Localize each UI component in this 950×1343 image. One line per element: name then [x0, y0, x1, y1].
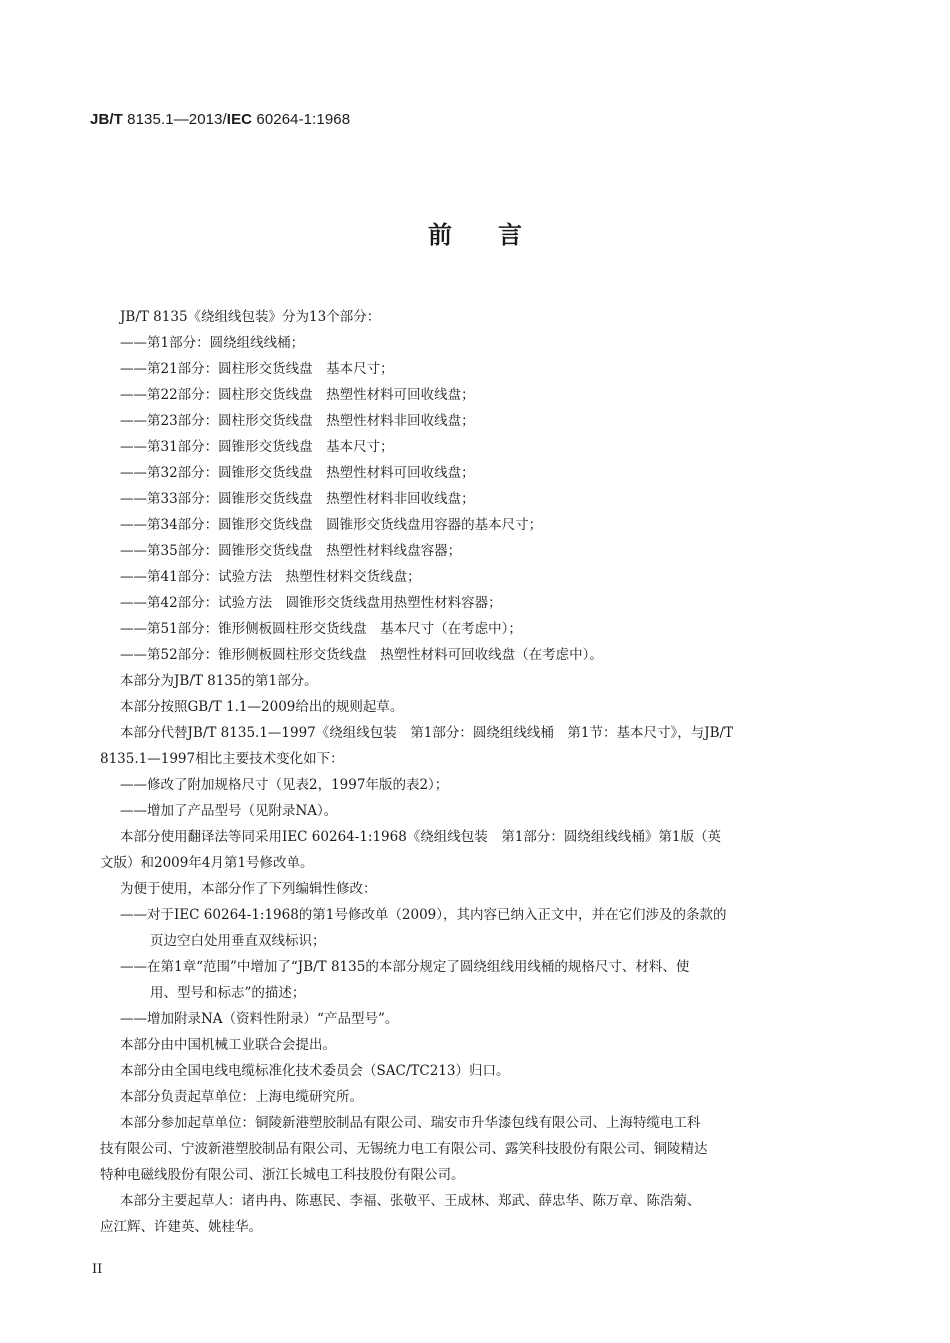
paragraph-participants-line3: 特种电磁线股份有限公司、浙江长城电工科技股份有限公司。 [100, 1167, 465, 1183]
paragraph-participants-line2: 技有限公司、宁波新港塑胶制品有限公司、无锡统力电工有限公司、露笑科技股份有限公司、铜陵精达 [100, 1141, 708, 1157]
header-iec-prefix: IEC [226, 111, 253, 128]
edit-item-1-line2: 页边空白处用垂直双线标识； [150, 933, 326, 949]
paragraph-drafters-line1: 本部分主要起草人：诸冉冉、陈惠民、李福、张敬平、王成林、郑武、薛忠华、陈万章、陈浩菊、 [120, 1193, 701, 1209]
part-list-item: ——第41部分：试验方法 热塑性材料交货线盘； [120, 569, 421, 585]
paragraph-drafters-line2: 应江辉、许建英、姚桂华。 [100, 1219, 262, 1235]
part-list-item: ——第22部分：圆柱形交货线盘 热塑性材料可回收线盘； [120, 387, 475, 403]
header-code-prefix: JB/T [90, 111, 123, 128]
paragraph-participants-line1: 本部分参加起草单位：铜陵新港塑胶制品有限公司、瑞安市升华漆包线有限公司、上海特缆电工科 [120, 1115, 701, 1131]
part-list-item: ——第23部分：圆柱形交货线盘 热塑性材料非回收线盘； [120, 413, 475, 429]
header-iec-number: 60264-1:1968 [252, 111, 351, 128]
part-list-item: ——第1部分：圆绕组线线桶； [120, 335, 305, 351]
paragraph-editorial: 为便于使用，本部分作了下列编辑性修改： [120, 881, 377, 897]
edit-item-1-line1: ——对于IEC 60264-1:1968的第1号修改单（2009），其内容已纳入正文中，并在它们涉及的条款的 [120, 907, 727, 923]
page-number: II [92, 1262, 103, 1277]
edit-item-2-line2: 用、型号和标志”的描述； [150, 985, 306, 1001]
paragraph-drafting-rules: 本部分按照GB/T 1.1—2009给出的规则起草。 [120, 699, 404, 715]
paragraph-translation-line1: 本部分使用翻译法等同采用IEC 60264-1:1968《绕组线包装 第1部分：圆绕组线线桶》第1版（英 [120, 829, 721, 845]
part-list-item: ——第32部分：圆锥形交货线盘 热塑性材料可回收线盘； [120, 465, 475, 481]
part-list-item: ——第51部分：锥形侧板圆柱形交货线盘 基本尺寸（在考虑中）； [120, 621, 522, 637]
part-list-item: ——第42部分：试验方法 圆锥形交货线盘用热塑性材料容器； [120, 595, 502, 611]
foreword-body [100, 304, 846, 1240]
part-list-item: ——第21部分：圆柱形交货线盘 基本尺寸； [120, 361, 394, 377]
paragraph-replaces-line2: 8135.1—1997相比主要技术变化如下： [100, 751, 344, 767]
part-list-item: ——第35部分：圆锥形交货线盘 热塑性材料线盘容器； [120, 543, 462, 559]
paragraph-technical-committee: 本部分由全国电线电缆标准化技术委员会（SAC/TC213）归口。 [120, 1063, 510, 1079]
paragraph-part-number: 本部分为JB/T 8135的第1部分。 [120, 673, 318, 689]
part-list-item: ——第33部分：圆锥形交货线盘 热塑性材料非回收线盘； [120, 491, 475, 507]
edit-item-3: ——增加附录NA（资料性附录）“产品型号”。 [120, 1011, 399, 1027]
part-list-item: ——第31部分：圆锥形交货线盘 基本尺寸； [120, 439, 394, 455]
paragraph-lead-drafter: 本部分负责起草单位：上海电缆研究所。 [120, 1089, 363, 1105]
document-code-header [90, 111, 350, 128]
intro-paragraph: JB/T 8135《绕组线包装》分为13个部分： [120, 309, 381, 325]
change-list-item: ——增加了产品型号（见附录NA）。 [120, 803, 338, 819]
part-list-item: ——第34部分：圆锥形交货线盘 圆锥形交货线盘用容器的基本尺寸； [120, 517, 543, 533]
paragraph-replaces-line1: 本部分代替JB/T 8135.1—1997《绕组线包装 第1部分：圆绕组线线桶 第1节：基本尺寸》，与JB/T [120, 725, 734, 741]
header-code-number: 8135.1—2013/ [122, 111, 227, 128]
part-list-item: ——第52部分：锥形侧板圆柱形交货线盘 热塑性材料可回收线盘（在考虑中）。 [120, 647, 603, 663]
change-list-item: ——修改了附加规格尺寸（见表2，1997年版的表2）； [120, 777, 449, 793]
paragraph-translation-line2: 文版）和2009年4月第1号修改单。 [100, 855, 314, 871]
page-title: 前言 [428, 221, 568, 249]
paragraph-proposed-by: 本部分由中国机械工业联合会提出。 [120, 1037, 336, 1053]
edit-item-2-line1: ——在第1章“范围”中增加了“JB/T 8135的本部分规定了圆绕组线用线桶的规格尺寸、材料、使 [120, 959, 690, 975]
